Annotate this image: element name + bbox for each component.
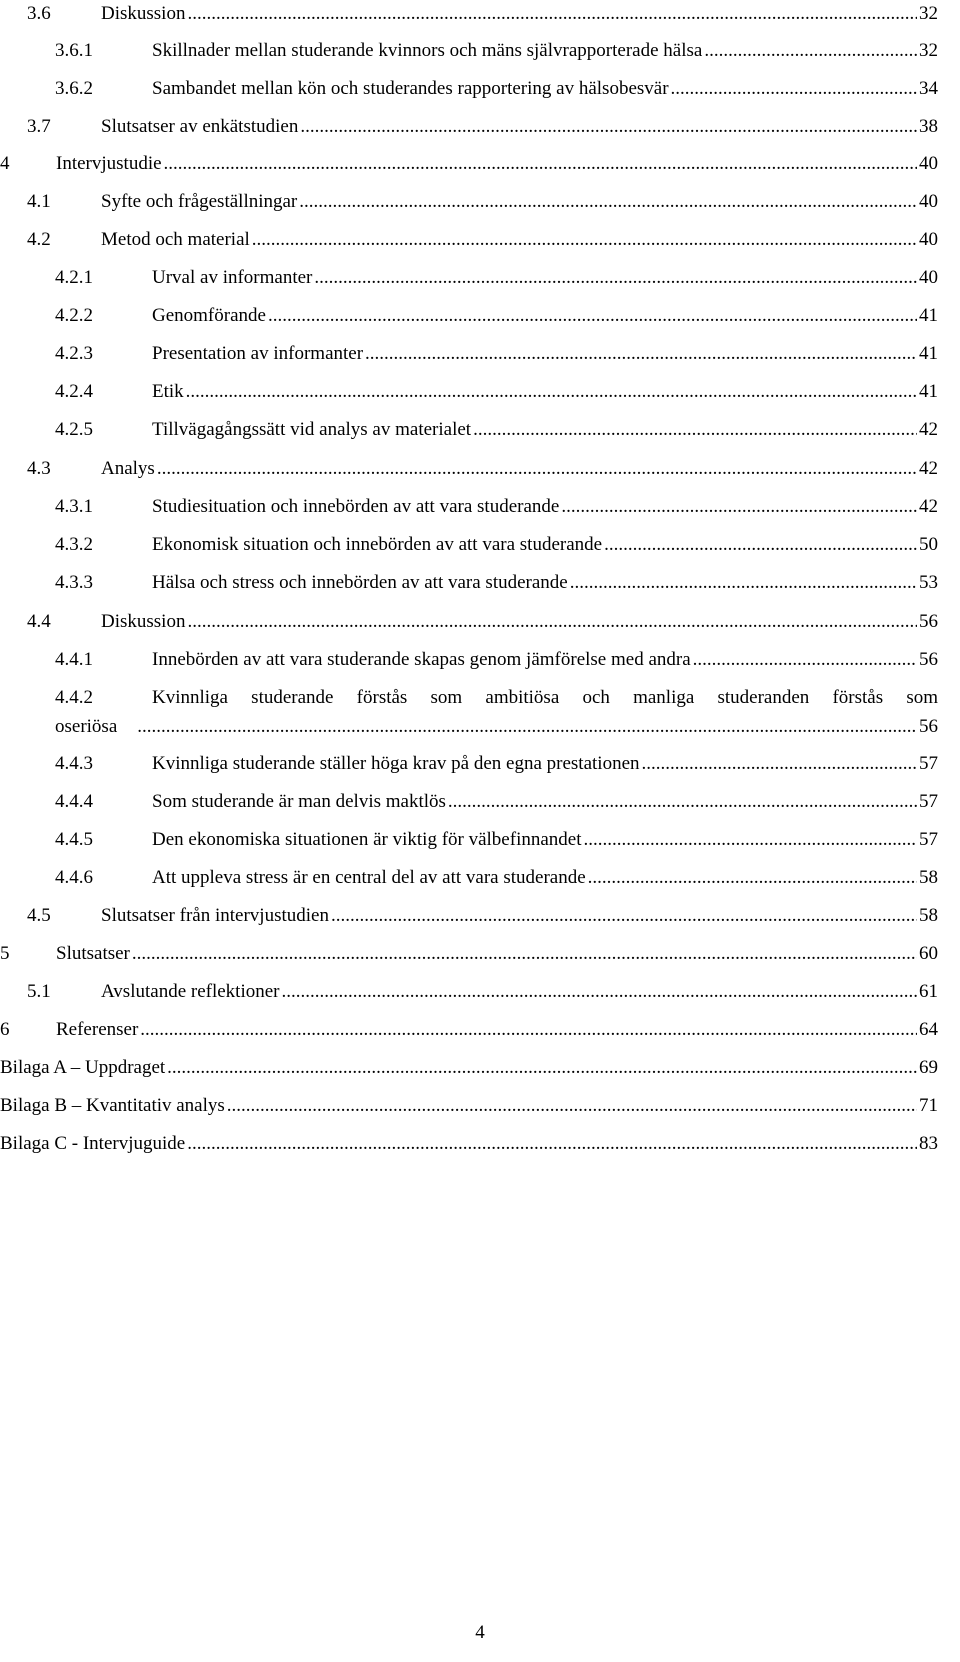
toc-entry-title: Kvinnliga studerande förstås som ambitiösa och manliga studeranden förstås som	[152, 687, 938, 708]
toc-dot-leader	[473, 416, 917, 444]
toc-entry-number: 4.1	[27, 191, 51, 212]
toc-entry-number: 4.4.5	[55, 829, 93, 850]
toc-entry[interactable]	[0, 302, 938, 340]
toc-entry[interactable]	[0, 1016, 938, 1054]
toc-entry[interactable]	[0, 188, 938, 226]
toc-entry-title: Urval av informanter	[152, 267, 313, 288]
toc-entry-number: 5.1	[27, 981, 51, 1002]
toc-entry-page: 42	[919, 419, 938, 440]
toc-entry-page: 40	[919, 229, 938, 250]
toc-entry-number: 4.2.2	[55, 305, 93, 326]
toc-entry[interactable]	[0, 646, 938, 684]
toc-entry-page: 32	[919, 3, 938, 24]
toc-entry-number: 4.2.5	[55, 419, 93, 440]
toc-dot-leader	[570, 569, 917, 597]
toc-entry-number: 3.6.2	[55, 78, 93, 99]
toc-entry[interactable]	[0, 455, 938, 493]
toc-entry-page: 56	[919, 611, 938, 632]
toc-entry-number: 4.3	[27, 458, 51, 479]
toc-dot-leader	[300, 113, 917, 141]
toc-dot-leader	[604, 531, 917, 559]
toc-entry-page: 34	[919, 78, 938, 99]
toc-entry-number: 4.4.4	[55, 791, 93, 812]
toc-dot-leader	[704, 37, 917, 65]
toc-entry-page: 64	[919, 1019, 938, 1040]
toc-dot-leader	[299, 188, 917, 216]
toc-entry[interactable]	[0, 75, 938, 113]
toc-entry-title: Syfte och frågeställningar	[101, 191, 298, 212]
toc-entry-title: Tillvägagångssätt vid analys av materialet	[152, 419, 472, 440]
toc-entry-page: 57	[919, 829, 938, 850]
toc-entry-page: 53	[919, 572, 938, 593]
toc-dot-leader	[187, 1130, 917, 1158]
toc-dot-leader	[588, 864, 917, 892]
toc-dot-leader	[268, 302, 917, 330]
toc-dot-leader	[140, 1016, 917, 1044]
toc-entry[interactable]	[0, 569, 938, 607]
toc-dot-leader	[561, 493, 917, 521]
toc-entry-title: Sambandet mellan kön och studerandes rapportering av hälsobesvär	[152, 78, 669, 99]
toc-entry-number: 4.4	[27, 611, 51, 632]
toc-entry-page: 41	[919, 381, 938, 402]
toc-entry[interactable]	[0, 150, 938, 188]
toc-dot-leader	[584, 826, 918, 854]
toc-entry-page: 56	[919, 716, 938, 737]
toc-entry[interactable]	[0, 0, 938, 38]
toc-entry[interactable]	[0, 940, 938, 978]
toc-entry-appendix[interactable]	[0, 1054, 938, 1092]
toc-entry-number: 4.2.4	[55, 381, 93, 402]
toc-entry[interactable]	[0, 750, 938, 788]
toc-entry-number: 4.4.2	[55, 687, 93, 708]
toc-entry[interactable]	[0, 826, 938, 864]
toc-dot-leader	[167, 1054, 917, 1082]
toc-dot-leader	[187, 608, 917, 636]
toc-entry-number: 4.5	[27, 905, 51, 926]
toc-entry-title: Som studerande är man delvis maktlös	[152, 791, 446, 812]
toc-entry-page: 42	[919, 458, 938, 479]
toc-entry[interactable]	[0, 788, 938, 826]
toc-dot-leader	[164, 150, 917, 178]
toc-dot-leader	[642, 750, 918, 778]
toc-entry-number: 5	[0, 943, 10, 964]
toc-entry-title: Skillnader mellan studerande kvinnors och mäns självrapporterade hälsa	[152, 40, 703, 61]
toc-dot-leader	[227, 1092, 917, 1120]
toc-entry-page: 69	[919, 1057, 938, 1078]
toc-entry-title: Innebörden av att vara studerande skapas genom jämförelse med andra	[152, 649, 691, 670]
toc-entry-page: 57	[919, 791, 938, 812]
toc-entry-appendix[interactable]	[0, 1092, 938, 1130]
toc-entry-page: 41	[919, 305, 938, 326]
toc-entry-page: 71	[919, 1095, 938, 1116]
toc-dot-leader	[187, 0, 917, 28]
toc-entry-number: 4.2	[27, 229, 51, 250]
toc-entry-title: Bilaga A – Uppdraget	[0, 1057, 166, 1078]
toc-entry-page: 41	[919, 343, 938, 364]
toc-entry[interactable]	[0, 608, 938, 646]
toc-entry-page: 83	[919, 1133, 938, 1154]
toc-entry-title: Slutsatser	[56, 943, 130, 964]
toc-dot-leader	[157, 455, 917, 483]
toc-entry-number: 6	[0, 1019, 10, 1040]
toc-dot-leader	[314, 264, 917, 292]
toc-entry[interactable]	[0, 531, 938, 569]
toc-entry-title: Ekonomisk situation och innebörden av att vara studerande	[152, 534, 603, 555]
toc-entry[interactable]	[0, 226, 938, 264]
toc-entry-number: 4.4.6	[55, 867, 93, 888]
toc-entry[interactable]	[0, 902, 938, 940]
toc-entry-title: Referenser	[56, 1019, 139, 1040]
toc-entry-title: Genomförande	[152, 305, 266, 326]
toc-dot-leader	[331, 902, 917, 930]
toc-entry-title: Studiesituation och innebörden av att vara studerande	[152, 496, 560, 517]
toc-entry-page: 50	[919, 534, 938, 555]
toc-entry[interactable]	[0, 113, 938, 151]
toc-entry-number: 4.3.1	[55, 496, 93, 517]
toc-entry-page: 42	[919, 496, 938, 517]
toc-entry-number: 3.6	[27, 3, 51, 24]
toc-entry-title: Diskussion	[101, 3, 186, 24]
toc-entry-number: 4.2.1	[55, 267, 93, 288]
toc-entry-number: 3.7	[27, 116, 51, 137]
toc-entry-number: 3.6.1	[55, 40, 93, 61]
toc-entry-title: Att uppleva stress är en central del av att vara studerande	[152, 867, 586, 888]
toc-entry-number: 4.4.1	[55, 649, 93, 670]
toc-entry-number: 4.4.3	[55, 753, 93, 774]
toc-entry-page: 56	[919, 649, 938, 670]
toc-dot-leader	[282, 978, 918, 1006]
toc-entry-page: 40	[919, 267, 938, 288]
toc-entry-title: Bilaga B – Kvantitativ analys	[0, 1095, 225, 1116]
toc-entry[interactable]	[0, 978, 938, 1016]
toc-entry-number: 4.3.2	[55, 534, 93, 555]
toc-dot-leader	[671, 75, 917, 103]
toc-entry[interactable]	[0, 264, 938, 302]
toc-entry-title: Presentation av informanter	[152, 343, 364, 364]
toc-dot-leader	[252, 226, 917, 254]
toc-entry[interactable]	[0, 416, 938, 454]
toc-entry-appendix[interactable]	[0, 1130, 938, 1168]
toc-entry-page: 61	[919, 981, 938, 1002]
toc-entry-page: 60	[919, 943, 938, 964]
toc-entry-number: 4.2.3	[55, 343, 93, 364]
toc-entry-number: 4	[0, 153, 10, 174]
toc-entry-page: 58	[919, 867, 938, 888]
toc-dot-leader	[448, 788, 917, 816]
toc-entry-title-continuation: oseriösa	[55, 716, 118, 737]
toc-entry[interactable]	[0, 340, 938, 378]
toc-entry-title: Analys	[101, 458, 155, 479]
toc-entry-number: 4.3.3	[55, 572, 93, 593]
toc-dot-leader	[186, 378, 917, 406]
toc-entry-title: Intervjustudie	[56, 153, 162, 174]
toc-entry-title: Avslutande reflektioner	[101, 981, 280, 1002]
toc-entry-page: 32	[919, 40, 938, 61]
toc-dot-leader	[137, 713, 917, 741]
toc-entry-title: Bilaga C - Intervjuguide	[0, 1133, 186, 1154]
toc-entry-title: Slutsatser av enkätstudien	[101, 116, 299, 137]
toc-entry[interactable]	[0, 37, 938, 75]
toc-entry-title: Den ekonomiska situationen är viktig för välbefinnandet	[152, 829, 582, 850]
toc-entry-page: 40	[919, 153, 938, 174]
toc-dot-leader	[365, 340, 917, 368]
toc-entry-title: Etik	[152, 381, 184, 402]
toc-entry-page: 57	[919, 753, 938, 774]
toc-entry-title: Kvinnliga studerande ställer höga krav på den egna prestationen	[152, 753, 640, 774]
toc-entry-title: Metod och material	[101, 229, 250, 250]
toc-dot-leader	[693, 646, 917, 674]
toc-entry-title: Slutsatser från intervjustudien	[101, 905, 329, 926]
toc-entry[interactable]	[0, 864, 938, 902]
toc-entry-title: Hälsa och stress och innebörden av att vara studerande	[152, 572, 568, 593]
toc-entry-page: 40	[919, 191, 938, 212]
toc-entry[interactable]	[0, 378, 938, 416]
toc-dot-leader	[132, 940, 917, 968]
page-number: 4	[475, 1622, 485, 1643]
toc-entry-page: 58	[919, 905, 938, 926]
toc-entry-title: Diskussion	[101, 611, 186, 632]
toc-entry-page: 38	[919, 116, 938, 137]
toc-entry[interactable]	[0, 493, 938, 531]
